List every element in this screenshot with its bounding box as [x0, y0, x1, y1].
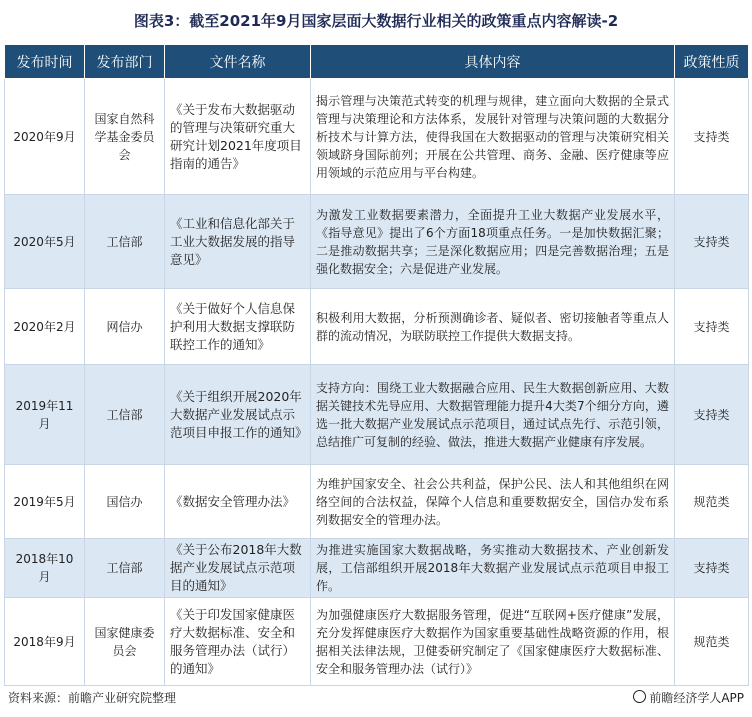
- row-content: 为激发工业数据要素潜力，全面提升工业大数据产业发展水平，《指导意见》提出了6个方面18项重点任务。一是加快数据汇聚；二是推动数据共享；三是深化数据应用；四是完善数据治理；五是强化数据安全；六是促进产业发展。: [311, 195, 675, 289]
- row-doc-name: 《数据安全管理办法》: [165, 465, 311, 539]
- table-row: [5, 365, 749, 465]
- row-content: 为推进实施国家大数据战略，务实推动大数据技术、产业创新发展，工信部组织开展2018年大数据产业发展试点示范项目申报工作。: [311, 539, 675, 598]
- table-header-row: [5, 45, 749, 79]
- row-date: 2019年11月: [5, 365, 85, 465]
- row-dept: 工信部: [85, 195, 165, 289]
- row-doc-name: 《关于公布2018年大数据产业发展试点示范项目的通知》: [165, 539, 311, 598]
- row-nature: 规范类: [675, 465, 749, 539]
- table-row: [5, 195, 749, 289]
- row-doc-name: 《工业和信息化部关于工业大数据发展的指导意见》: [165, 195, 311, 289]
- row-content: 积极利用大数据，分析预测确诊者、疑似者、密切接触者等重点人群的流动情况，为联防联控工作提供大数据支持。: [311, 289, 675, 365]
- row-dept: 国家健康委员会: [85, 598, 165, 686]
- row-dept: 国信办: [85, 465, 165, 539]
- row-nature: 支持类: [675, 539, 749, 598]
- row-doc-name: 《关于做好个人信息保护利用大数据支撑联防联控工作的通知》: [165, 289, 311, 365]
- row-nature: 规范类: [675, 598, 749, 686]
- footer: [8, 688, 744, 708]
- header-content: 具体内容: [311, 45, 675, 79]
- policy-table: [4, 44, 749, 686]
- row-dept: 工信部: [85, 365, 165, 465]
- row-date: 2020年9月: [5, 79, 85, 195]
- row-date: 2018年9月: [5, 598, 85, 686]
- row-date: 2020年5月: [5, 195, 85, 289]
- row-content: 为加强健康医疗大数据服务管理，促进“互联网+医疗健康”发展，充分发挥健康医疗大数据作为国家重要基础性战略资源的作用，根据相关法律法规，卫健委研究制定了《国家健康医疗大数据标准、安全和服务管理办法（试行）》: [311, 598, 675, 686]
- row-nature: 支持类: [675, 195, 749, 289]
- row-date: 2019年5月: [5, 465, 85, 539]
- row-nature: 支持类: [675, 365, 749, 465]
- table-row: [5, 289, 749, 365]
- table-row: [5, 598, 749, 686]
- row-doc-name: 《关于发布大数据驱动的管理与决策研究重大研究计划2021年度项目指南的通告》: [165, 79, 311, 195]
- table-row: [5, 465, 749, 539]
- header-dept: 发布部门: [85, 45, 165, 79]
- row-date: 2020年2月: [5, 289, 85, 365]
- table-row: [5, 539, 749, 598]
- page-title: 图表3：截至2021年9月国家层面大数据行业相关的政策重点内容解读-2: [133, 12, 619, 30]
- row-content: 支持方向：围绕工业大数据融合应用、民生大数据创新应用、大数据关键技术先导应用、大数据管理能力提升4大类7个细分方向，遴选一批大数据产业发展试点示范项目，通过试点先行、示范引领，总结推广可复制的经验、做法，推进大数据产业健康有序发展。: [311, 365, 675, 465]
- row-dept: 网信办: [85, 289, 165, 365]
- row-doc-name: 《关于印发国家健康医疗大数据标准、安全和服务管理办法（试行）的通知》: [165, 598, 311, 686]
- header-nature: 政策性质: [675, 45, 749, 79]
- brand-label: [633, 688, 744, 708]
- row-nature: 支持类: [675, 289, 749, 365]
- row-doc-name: 《关于组织开展2020年大数据产业发展试点示范项目申报工作的通知》: [165, 365, 311, 465]
- row-content: 为维护国家安全、社会公共利益，保护公民、法人和其他组织在网络空间的合法权益，保障个人信息和重要数据安全，国信办发布系列数据安全的管理办法。: [311, 465, 675, 539]
- row-nature: 支持类: [675, 79, 749, 195]
- source-note: 资料来源：前瞻产业研究院整理: [8, 691, 177, 705]
- header-date: 发布时间: [5, 45, 85, 79]
- table-row: [5, 79, 749, 195]
- row-date: 2018年10月: [5, 539, 85, 598]
- brand-text: 前瞻经济学人APP: [649, 691, 744, 705]
- row-dept: 工信部: [85, 539, 165, 598]
- brand-logo-icon: [633, 690, 646, 703]
- row-content: 揭示管理与决策范式转变的机理与规律，建立面向大数据的全景式管理与决策理论和方法体系，发展针对管理与决策问题的大数据分析技术与计算方法，使得我国在大数据驱动的管理与决策研究相关领域跻身国际前列；开展在公共管理、商务、金融、医疗健康等应用领域的示范应用与平台构建。: [311, 79, 675, 195]
- header-name: 文件名称: [165, 45, 311, 79]
- row-dept: 国家自然科学基金委员会: [85, 79, 165, 195]
